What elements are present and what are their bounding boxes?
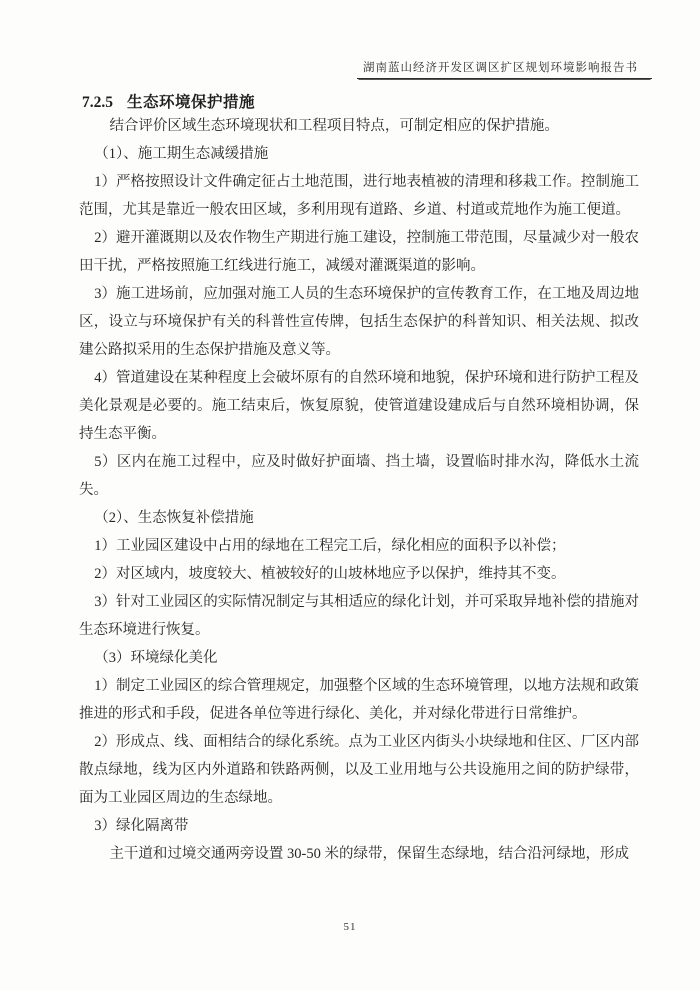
section-heading xyxy=(82,90,638,112)
paragraph-greenbelt: 主干道和过境交通两旁设置 30-50 米的绿带，保留生态绿地，结合沿河绿地，形成 xyxy=(109,846,630,862)
running-title: 湖南蓝山经济开发区调区扩区规划环境影响报告书 xyxy=(357,59,652,79)
subsection-2-heading: （2）、生态恢复补偿措施 xyxy=(94,510,254,526)
paragraph-greening-1: 1）制定工业园区的综合管理规定，加强整个区域的生态环境管理，以地方法规和政策推进的形式和手段，促进各单位等进行绿化、美化，并对绿化带进行日常维护。 xyxy=(79,678,639,722)
page-header xyxy=(0,58,652,79)
paragraph-construction-5: 5）区内在施工过程中，应及时做好护面墙、挡土墙，设置临时排水沟，降低水土流失。 xyxy=(79,454,639,498)
paragraph-construction-3: 3）施工进场前，应加强对施工人员的生态环境保护的宣传教育工作，在工地及周边地区，设立与环境保护有关的科普性宣传牌，包括生态保护的科普知识、相关法规、拟改建公路拟采用的生态保护措施及意义等。 xyxy=(79,286,639,358)
paragraph-greening-2: 2）形成点、线、面相结合的绿化系统。点为工业区内街头小块绿地和住区、厂区内部散点绿地，线为区内外道路和铁路两侧，以及工业用地与公共设施用之间的防护绿带，面为工业园区周边的生态绿地。 xyxy=(79,734,639,806)
paragraph-construction-1: 1）严格按照设计文件确定征占土地范围，进行地表植被的清理和移栽工作。控制施工范围，尤其是靠近一般农田区域，多利用现有道路、乡道、村道或荒地作为施工便道。 xyxy=(79,174,639,218)
subsection-3-heading: （3）环境绿化美化 xyxy=(94,650,218,666)
page-footer xyxy=(0,921,700,933)
subsection-1-heading: （1）、施工期生态减缓措施 xyxy=(94,146,269,162)
paragraph-construction-4: 4）管道建设在某种程度上会破坏原有的自然环境和地貌，保护环境和进行防护工程及美化景观是必要的。施工结束后，恢复原貌，使管道建设建成后与自然环境相协调，保持生态平衡。 xyxy=(79,370,639,442)
section-number: 7.2.5 xyxy=(82,94,113,111)
paragraph-intro: 结合评价区域生态环境现状和工程项目特点，可制定相应的保护措施。 xyxy=(109,118,559,134)
document-body xyxy=(79,112,639,868)
paragraph-restore-3: 3）针对工业园区的实际情况制定与其相适应的绿化计划，并可采取异地补偿的措施对生态环境进行恢复。 xyxy=(79,594,639,638)
paragraph-restore-1: 1）工业园区建设中占用的绿地在工程完工后，绿化相应的面积予以补偿； xyxy=(94,538,566,554)
paragraph-construction-2: 2）避开灌溉期以及农作物生产期进行施工建设，控制施工带范围，尽量减少对一般农田干扰，严格按照施工红线进行施工，减缓对灌溉渠道的影响。 xyxy=(79,230,639,274)
paragraph-restore-2: 2）对区域内，坡度较大、植被较好的山坡林地应予以保护，维持其不变。 xyxy=(94,566,566,582)
page-number: 51 xyxy=(343,921,357,933)
paragraph-greening-3-heading: 3）绿化隔离带 xyxy=(94,818,189,834)
section-title: 生态环境保护措施 xyxy=(127,94,256,111)
